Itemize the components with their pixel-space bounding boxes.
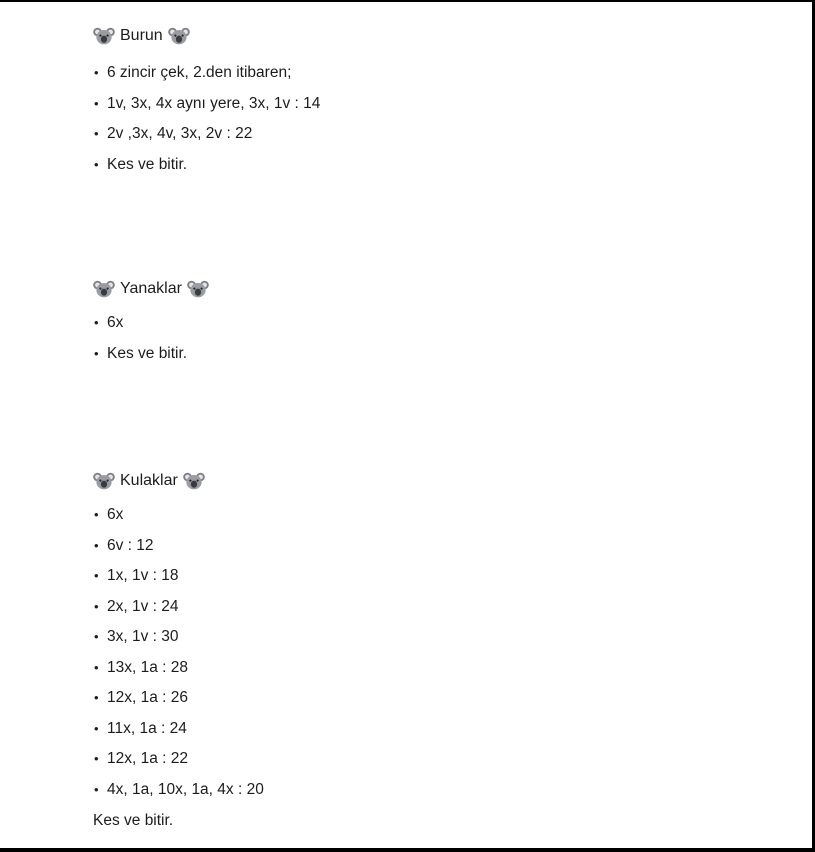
koala-icon (187, 279, 209, 299)
section-list-burun (93, 58, 320, 180)
list-item (93, 308, 187, 339)
section-list-kulaklar (93, 500, 264, 805)
list-item-text: 2x, 1v : 24 (107, 597, 179, 615)
list-item-text: Kes ve bitir. (107, 344, 188, 362)
list-item-text: 6x (107, 506, 124, 523)
bullet: • (94, 568, 99, 583)
list-item-text: 13x, 1a : 28 (107, 658, 189, 676)
koala-icon (168, 26, 190, 46)
document-page (0, 2, 812, 848)
list-item-text: 2v ,3x, 4v, 3x, 2v : 22 (107, 125, 253, 142)
list-item-text: Kes ve bitir. (107, 155, 188, 173)
list-item-text: 3x, 1v : 30 (107, 628, 179, 645)
bullet: • (94, 659, 99, 675)
section-heading-burun (93, 24, 190, 48)
list-item (93, 622, 264, 653)
bullet: • (94, 65, 99, 80)
bullet: • (94, 629, 99, 644)
bullet: • (94, 126, 99, 141)
list-item (93, 500, 264, 531)
list-item (93, 150, 320, 181)
section-title: Kulaklar (120, 472, 178, 489)
pattern-sheet (0, 2, 812, 848)
bullet: • (94, 345, 99, 361)
bullet: • (94, 315, 99, 330)
list-item-text: 6v : 12 (107, 536, 154, 554)
closing-note: Kes ve bitir. (93, 812, 174, 829)
list-item-text: 1x, 1v : 18 (107, 567, 179, 584)
list-item (93, 561, 264, 592)
bullet: • (94, 690, 99, 705)
list-item (93, 714, 264, 745)
section-heading-kulaklar (93, 469, 205, 493)
list-item (93, 339, 187, 370)
list-item (93, 683, 264, 714)
bullet: • (94, 781, 99, 797)
bullet: • (94, 95, 99, 111)
list-item (93, 119, 320, 150)
list-item (93, 89, 320, 120)
list-item-text: 6 zincir çek, 2.den itibaren; (107, 64, 292, 81)
bullet: • (94, 751, 99, 766)
list-item-text: 4x, 1a, 10x, 1a, 4x : 20 (107, 780, 264, 798)
list-item (93, 531, 264, 562)
list-item-text: 11x, 1a : 24 (107, 719, 187, 737)
list-item-text: 12x, 1a : 22 (107, 750, 189, 767)
list-item-text: 12x, 1a : 26 (107, 689, 189, 706)
bullet: • (94, 598, 99, 614)
bullet: • (94, 720, 99, 736)
list-item (93, 592, 264, 623)
section-heading-yanaklar (93, 277, 209, 301)
koala-icon (93, 279, 115, 299)
bullet: • (94, 156, 99, 172)
list-item-text: 6x (107, 314, 124, 331)
list-item (93, 775, 264, 806)
list-item (93, 58, 320, 89)
koala-icon (93, 471, 115, 491)
list-item (93, 744, 264, 775)
section-list-yanaklar (93, 308, 187, 369)
bullet: • (94, 537, 99, 553)
koala-icon (93, 26, 115, 46)
bullet: • (94, 507, 99, 522)
list-item-text: 1v, 3x, 4x aynı yere, 3x, 1v : 14 (107, 94, 321, 112)
list-item (93, 653, 264, 684)
section-title: Yanaklar (120, 280, 182, 297)
koala-icon (183, 471, 205, 491)
section-title: Burun (120, 27, 163, 44)
